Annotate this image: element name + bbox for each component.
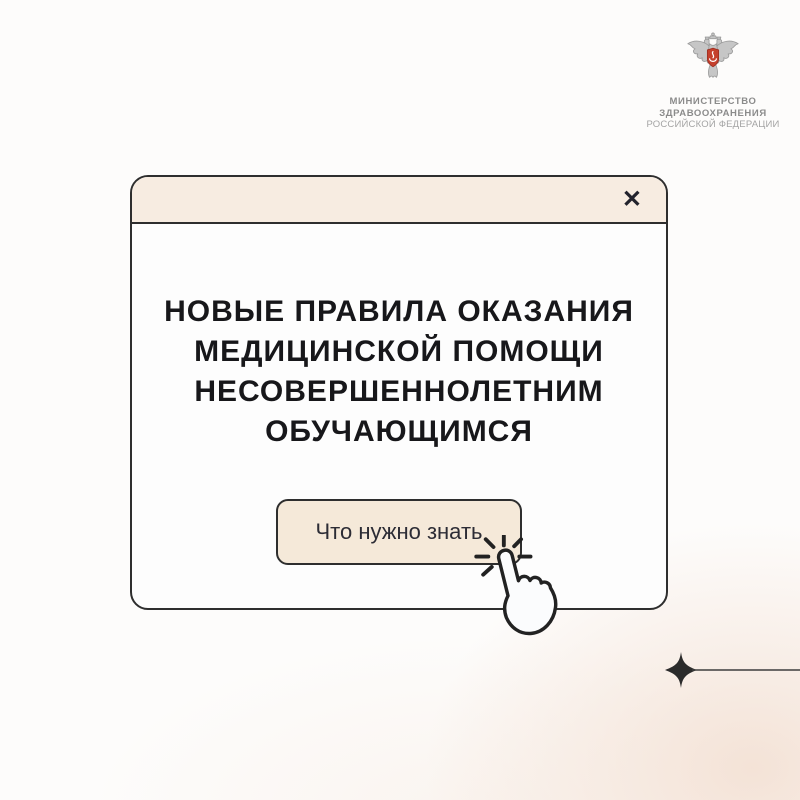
- close-icon[interactable]: ✕: [621, 185, 642, 213]
- click-hand-cursor-icon: [453, 535, 565, 647]
- dialog-titlebar: [132, 177, 666, 224]
- dialog-title: [132, 292, 666, 452]
- ministry-name-line3: РОССИЙСКОЙ ФЕДЕРАЦИИ: [646, 119, 780, 130]
- dialog-title-line: НОВЫЕ ПРАВИЛА ОКАЗАНИЯ: [164, 295, 634, 328]
- dialog-title-line: МЕДИЦИНСКОЙ ПОМОЩИ: [194, 335, 604, 368]
- ministry-emblem-icon: [685, 30, 741, 90]
- ministry-name-line2: ЗДРАВООХРАНЕНИЯ: [659, 107, 767, 119]
- dialog-title-line: ОБУЧАЮЩИМСЯ: [265, 415, 533, 448]
- cta-button[interactable]: Что нужно знать: [276, 499, 522, 565]
- ministry-logo: [630, 30, 796, 131]
- dialog-window: [130, 175, 668, 610]
- sparkle-star-decoration: [656, 648, 800, 692]
- ministry-name-line1: МИНИСТЕРСТВО: [669, 96, 757, 107]
- dialog-title-line: НЕСОВЕРШЕННОЛЕТНИМ: [194, 375, 604, 408]
